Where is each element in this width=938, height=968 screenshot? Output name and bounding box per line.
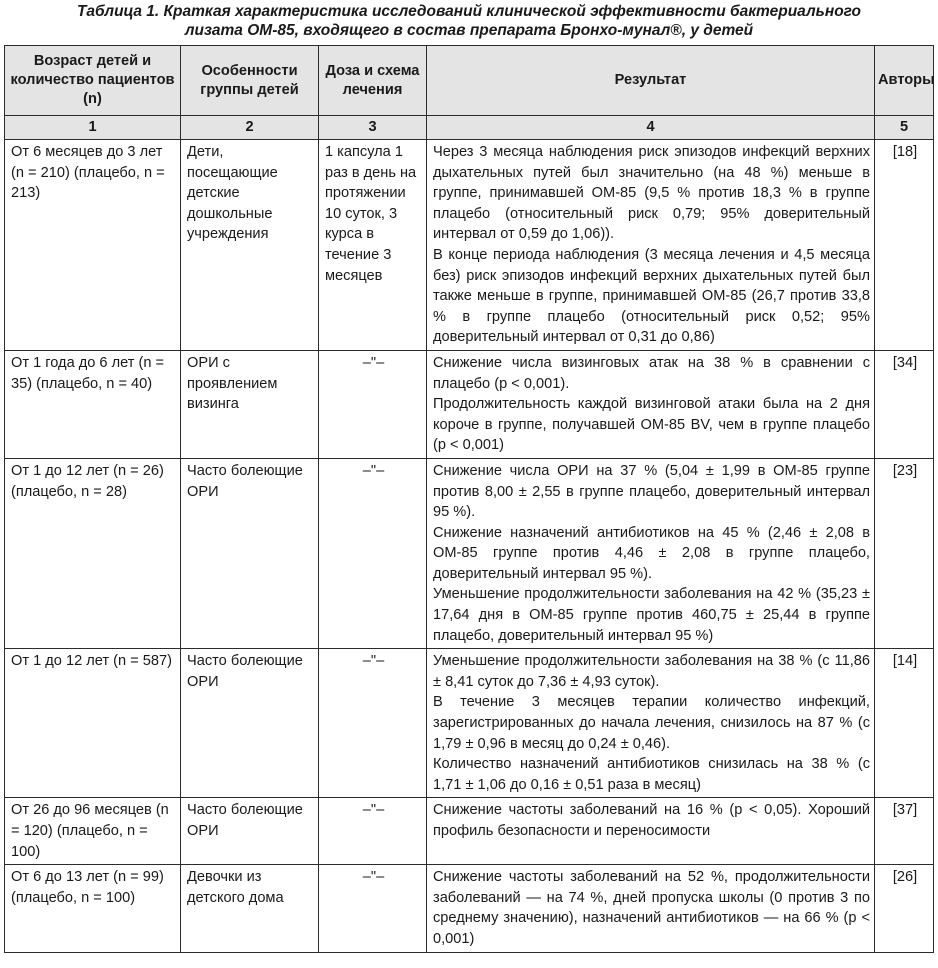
cell-group: Дети, посещающие детские дошкольные учреждения [181, 140, 319, 351]
result-paragraph: В конце периода наблюдения (3 месяца лечения и 4,5 месяца без) риск эпизодов инфекций верхних дыхательных путей был также меньше в группе, принимавшей ОМ-85 (26,7 против 33,8 % в группе плацебо (относительный риск 0,52; 95% доверительный интервал от 0,31 до 0,86) [433, 246, 870, 346]
cell-result [427, 458, 875, 648]
result-paragraph: В течение 3 месяцев терапии количество инфекций, зарегистрированных до начала лечения, снизилось на 87 % (с 1,79 ± 0,96 в месяц до 0,24 ± 0,46). [433, 694, 870, 752]
cell-result [427, 649, 875, 798]
result-paragraph: Уменьшение продолжительности заболевания на 38 % (с 11,86 ± 8,41 суток до 7,36 ± 4,93 суток). [433, 653, 870, 690]
cell-group: ОРИ с проявлением визинга [181, 350, 319, 458]
header-row [5, 46, 934, 116]
caption-line-2: лизата ОМ-85, входящего в состав препарата Бронхо-мунал®, у детей [184, 22, 754, 39]
cell-result [427, 350, 875, 458]
table-row [5, 865, 934, 952]
cell-dose: –"– [319, 865, 427, 952]
column-number: 5 [875, 116, 934, 140]
result-paragraph: Количество назначений антибиотиков снизилась на 38 % (с 1,71 ± 1,06 до 0,16 ± 0,51 раза в месяц) [433, 756, 870, 793]
cell-dose: –"– [319, 649, 427, 798]
result-paragraph: Снижение частоты заболеваний на 16 % (p < 0,05). Хороший профиль безопасности и переносимости [433, 802, 870, 839]
table-row [5, 458, 934, 648]
caption-line-1: Таблица 1. Краткая характеристика исследований клинической эффективности бактериального [76, 3, 862, 20]
cell-reference: [14] [875, 649, 934, 798]
cell-group: Часто болеющие ОРИ [181, 649, 319, 798]
studies-table [4, 45, 934, 953]
cell-reference: [26] [875, 865, 934, 952]
column-number: 3 [319, 116, 427, 140]
cell-dose: 1 капсула 1 раз в день на протяжении 10 суток, 3 курса в течение 3 месяцев [319, 140, 427, 351]
cell-reference: [37] [875, 798, 934, 865]
table-row [5, 798, 934, 865]
result-paragraph: Через 3 месяца наблюдения риск эпизодов инфекций верхних дыхательных путей был значительно (на 48 %) меньше в группе, принимавшей ОМ-85 (9,5 % против 18,3 % в группе плацебо (относительный риск 0,79; 95% доверительный интервал от 0,59 до 1,06)). [433, 144, 870, 243]
header-result: Результат [427, 46, 875, 116]
cell-age: От 1 года до 6 лет (n = 35) (плацебо, n = 40) [5, 350, 181, 458]
table-row [5, 140, 934, 351]
cell-reference: [23] [875, 458, 934, 648]
cell-age: От 1 до 12 лет (n = 587) [5, 649, 181, 798]
header-dose: Доза и схема лечения [319, 46, 427, 116]
table-caption [0, 0, 938, 40]
table-row [5, 350, 934, 458]
column-number: 2 [181, 116, 319, 140]
result-paragraph: Снижение назначений антибиотиков на 45 % (2,46 ± 2,08 в ОМ-85 группе против 4,46 ± 2,08 в группе плацебо, доверительный интервал 95 %). [433, 524, 870, 582]
header-group: Особенности группы детей [181, 46, 319, 116]
result-paragraph: Уменьшение продолжительности заболевания на 42 % (35,23 ± 17,64 дня в ОМ-85 группе против 460,75 ± 25,44 в группе плацебо, доверительный интервал 95 %) [433, 586, 870, 644]
result-paragraph: Снижение числа ОРИ на 37 % (5,04 ± 1,99 в ОМ-85 группе против 8,00 ± 2,55 в группе плацебо, доверительный интервал 95 %). [433, 462, 870, 521]
cell-group: Часто болеющие ОРИ [181, 798, 319, 865]
cell-dose: –"– [319, 798, 427, 865]
table-row [5, 649, 934, 798]
result-paragraph: Продолжительность каждой визинговой атаки была на 2 дня короче в группе, получавшей ОМ-85 BV, чем в группе плацебо (p < 0,001) [433, 396, 870, 454]
cell-dose: –"– [319, 350, 427, 458]
result-paragraph: Снижение частоты заболеваний на 52 %, продолжительности заболеваний — на 74 %, дней пропуска школы (0 против 3 по среднему значению), назначений антибиотиков — на 66 % (p < 0,001) [433, 869, 870, 947]
cell-dose: –"– [319, 458, 427, 648]
cell-result [427, 865, 875, 952]
cell-reference: [34] [875, 350, 934, 458]
column-number-row [5, 116, 934, 140]
cell-group: Девочки из детского дома [181, 865, 319, 952]
cell-result [427, 798, 875, 865]
header-authors: Авторы [875, 46, 934, 116]
cell-result [427, 140, 875, 351]
cell-age: От 26 до 96 месяцев (n = 120) (плацебо, n = 100) [5, 798, 181, 865]
cell-age: От 1 до 12 лет (n = 26) (плацебо, n = 28) [5, 458, 181, 648]
cell-age: От 6 до 13 лет (n = 99) (плацебо, n = 100) [5, 865, 181, 952]
cell-reference: [18] [875, 140, 934, 351]
column-number: 1 [5, 116, 181, 140]
column-number: 4 [427, 116, 875, 140]
result-paragraph: Снижение числа визинговых атак на 38 % в сравнении с плацебо (p < 0,001). [433, 354, 870, 392]
cell-age: От 6 месяцев до 3 лет (n = 210) (плацебо, n = 213) [5, 140, 181, 351]
header-age: Возраст детей и количество пациентов (n) [5, 46, 181, 116]
cell-group: Часто болеющие ОРИ [181, 458, 319, 648]
